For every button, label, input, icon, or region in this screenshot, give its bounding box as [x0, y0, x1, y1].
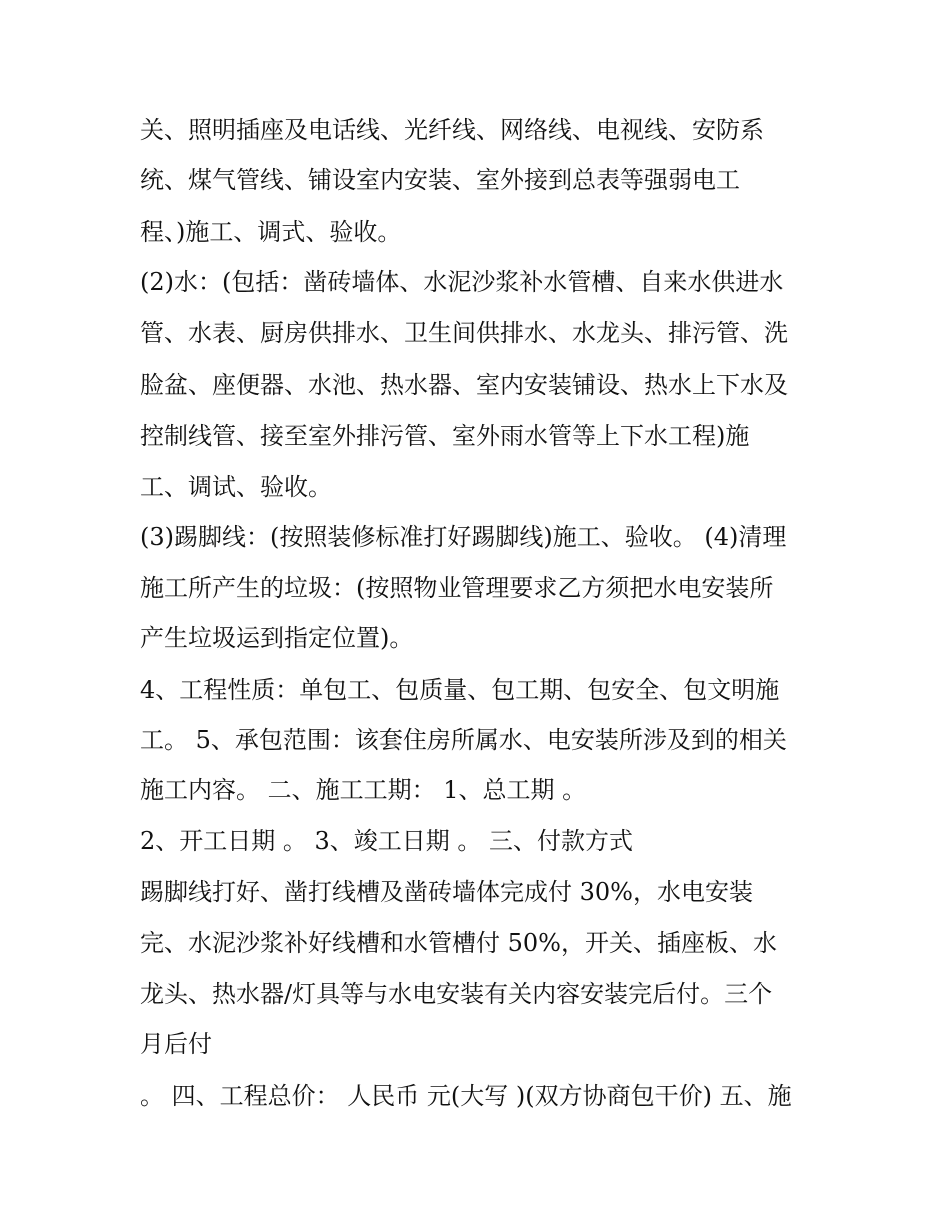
text-line: (2)水：(包括：凿砖墙体、水泥沙浆补水管槽、自来水供进水 [140, 268, 784, 296]
text-line: (3)踢脚线：(按照装修标准打好踢脚线)施工、验收。 (4)清理 [140, 523, 787, 551]
text-line: 关、照明插座及电话线、光纤线、网络线、电视线、安防系 [140, 116, 764, 144]
text-line: 管、水表、厨房供排水、卫生间供排水、水龙头、排污管、洗 [140, 319, 788, 347]
text-line: 完、水泥沙浆补好线槽和水管槽付 50%，开关、插座板、水 [140, 929, 777, 957]
text-line: 脸盆、座便器、水池、热水器、室内安装铺设、热水上下水及 [140, 371, 788, 399]
text-line: 工。 5、承包范围：该套住房所属水、电安装所涉及到的相关 [140, 726, 787, 754]
text-line: 控制线管、接至室外排污管、室外雨水管等上下水工程)施 [140, 422, 750, 450]
text-line: 。 四、工程总价： 人民币 元(大写 )(双方协商包干价) 五、施 [140, 1082, 792, 1110]
text-line: 龙头、热水器/灯具等与水电安装有关内容安装完后付。三个 [140, 980, 773, 1008]
text-line: 施工所产生的垃圾：(按照物业管理要求乙方须把水电安装所 [140, 574, 774, 602]
text-line: 产生垃圾运到指定位置)。 [140, 624, 414, 652]
text-line: 统、煤气管线、铺设室内安装、室外接到总表等强弱电工 [140, 166, 740, 194]
text-line: 程、)施工、调式、验收。 [140, 218, 402, 246]
text-line: 月后付 [140, 1030, 212, 1058]
text-line: 2、开工日期 。 3、竣工日期 。 三、付款方式 [140, 827, 634, 855]
text-line: 踢脚线打好、凿打线槽及凿砖墙体完成付 30%，水电安装 [140, 878, 753, 906]
text-line: 工、调试、验收。 [140, 473, 332, 501]
text-line: 施工内容。 二、施工工期： 1、总工期 。 [140, 776, 587, 804]
text-line: 4、工程性质：单包工、包质量、包工期、包安全、包文明施 [140, 676, 780, 704]
